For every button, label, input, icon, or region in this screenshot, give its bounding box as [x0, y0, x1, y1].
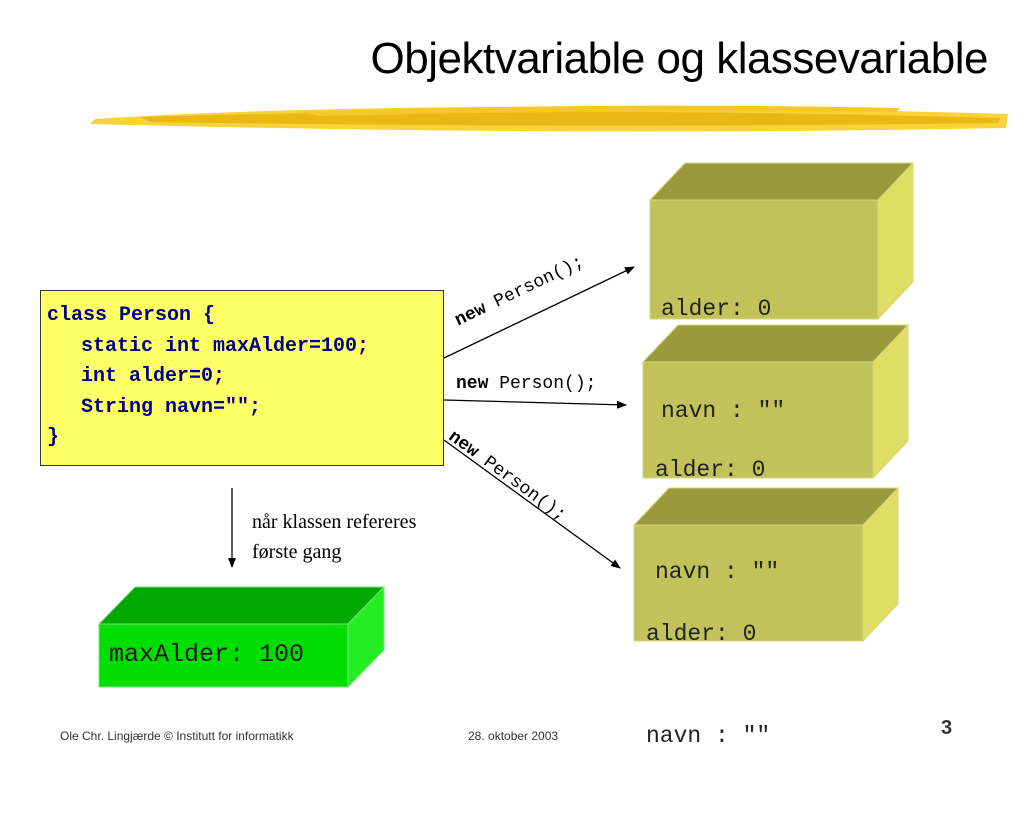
code-line-close: } [47, 426, 60, 449]
code-line-string-field: String navn=""; [81, 395, 262, 419]
arrow-label-2-call: Person(); [488, 374, 597, 394]
arrow-label-2-keyword: new [456, 374, 489, 394]
arrow-label-2 [456, 374, 596, 394]
arrow-label-3-call: Person(); [470, 446, 570, 526]
object-3-navn: navn : "" [646, 723, 771, 749]
footer-date: 28. oktober 2003 [468, 729, 559, 743]
object-3-alder: alder: 0 [646, 621, 757, 647]
object-2-navn: navn : "" [655, 559, 780, 585]
class-init-note [252, 507, 416, 567]
object-2-alder: alder: 0 [655, 457, 766, 483]
object-3-fields [646, 549, 770, 821]
code-line-static-field: static int maxAlder=100; [81, 334, 370, 358]
class-init-note-line1: når klassen refereres [252, 511, 417, 533]
code-line-int-field: int alder=0; [81, 365, 226, 388]
class-definition-box [40, 290, 444, 466]
slide-title: Objektvariable og klassevariable [370, 34, 988, 83]
class-variable-box [99, 587, 384, 687]
footer-author: Ole Chr. Lingjærde © Institutt for informatikk [60, 729, 294, 743]
code-line-class: class Person { [47, 304, 216, 327]
object-1-alder: alder: 0 [661, 296, 772, 322]
arrow-label-1-call: Person(); [481, 252, 588, 318]
page-number: 3 [941, 717, 953, 739]
class-variable-value: maxAlder: 100 [109, 640, 305, 669]
arrow-new-object-2 [444, 400, 626, 405]
arrow-label-3-keyword: new [444, 427, 483, 463]
object-1-navn: navn : "" [661, 398, 786, 424]
arrow-label-1-keyword: new [452, 298, 490, 332]
title-underline [90, 106, 1008, 132]
class-init-note-line2: første gang [252, 541, 342, 563]
